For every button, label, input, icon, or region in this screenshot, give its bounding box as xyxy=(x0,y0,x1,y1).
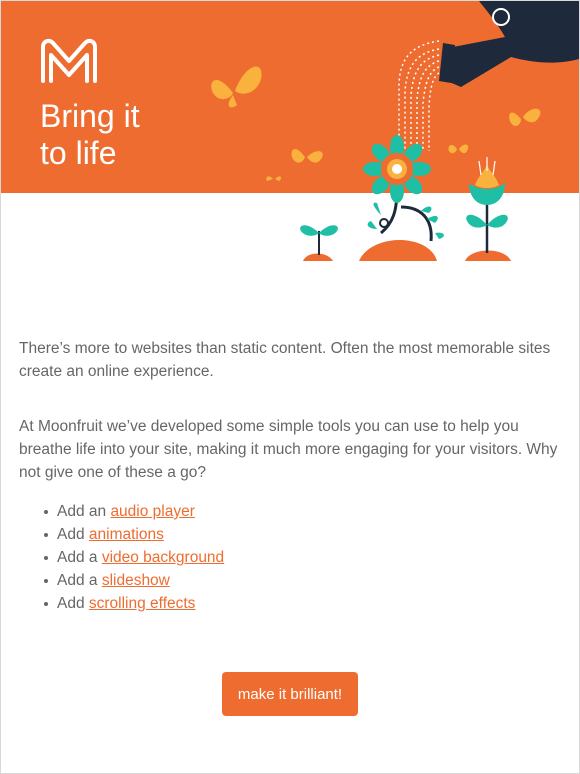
butterfly-icon xyxy=(211,67,261,108)
make-it-brilliant-button[interactable]: make it brilliant! xyxy=(222,672,358,716)
butterfly-icon xyxy=(292,149,323,163)
hero-title-line-1: Bring it xyxy=(40,98,140,134)
hero-banner xyxy=(1,1,579,281)
butterfly-icon xyxy=(509,109,540,126)
audio-player-link[interactable]: audio player xyxy=(110,503,195,520)
list-item xyxy=(19,500,224,523)
feature-list xyxy=(19,500,224,615)
feature-prefix: Add a xyxy=(57,572,102,589)
scrolling-effects-link[interactable]: scrolling effects xyxy=(88,595,196,612)
feature-prefix: Add an xyxy=(57,503,111,520)
sprout-icon xyxy=(300,225,338,255)
hero-title-line-2: to life xyxy=(40,135,117,171)
intro-paragraph: There’s more to websites than static content. Often the most memorable sites create an online experience. xyxy=(19,340,551,380)
video-background-link[interactable]: video background xyxy=(101,549,225,566)
slideshow-link[interactable]: slideshow xyxy=(101,572,170,589)
feature-prefix: Add xyxy=(57,526,89,543)
feature-prefix: Add a xyxy=(57,549,102,566)
list-item xyxy=(19,523,224,546)
flower-icon xyxy=(363,135,444,241)
feature-prefix: Add xyxy=(57,595,89,612)
tools-paragraph: At Moonfruit we’ve developed some simple tools you can use to help you breathe life into your site, making it much more engaging for your visitors. Why not give one of these a go? xyxy=(19,418,558,481)
list-item xyxy=(19,569,224,592)
butterfly-icon xyxy=(448,145,468,154)
moonfruit-logo-icon xyxy=(37,37,101,85)
list-item xyxy=(19,546,224,569)
flower-icon xyxy=(466,157,508,253)
hero-title xyxy=(40,98,140,172)
watering-can-icon xyxy=(439,1,579,87)
list-item xyxy=(19,592,224,615)
butterfly-icon xyxy=(266,176,281,181)
animations-link[interactable]: animations xyxy=(88,526,164,543)
soil-mound xyxy=(359,240,437,261)
water-stream xyxy=(399,41,439,151)
